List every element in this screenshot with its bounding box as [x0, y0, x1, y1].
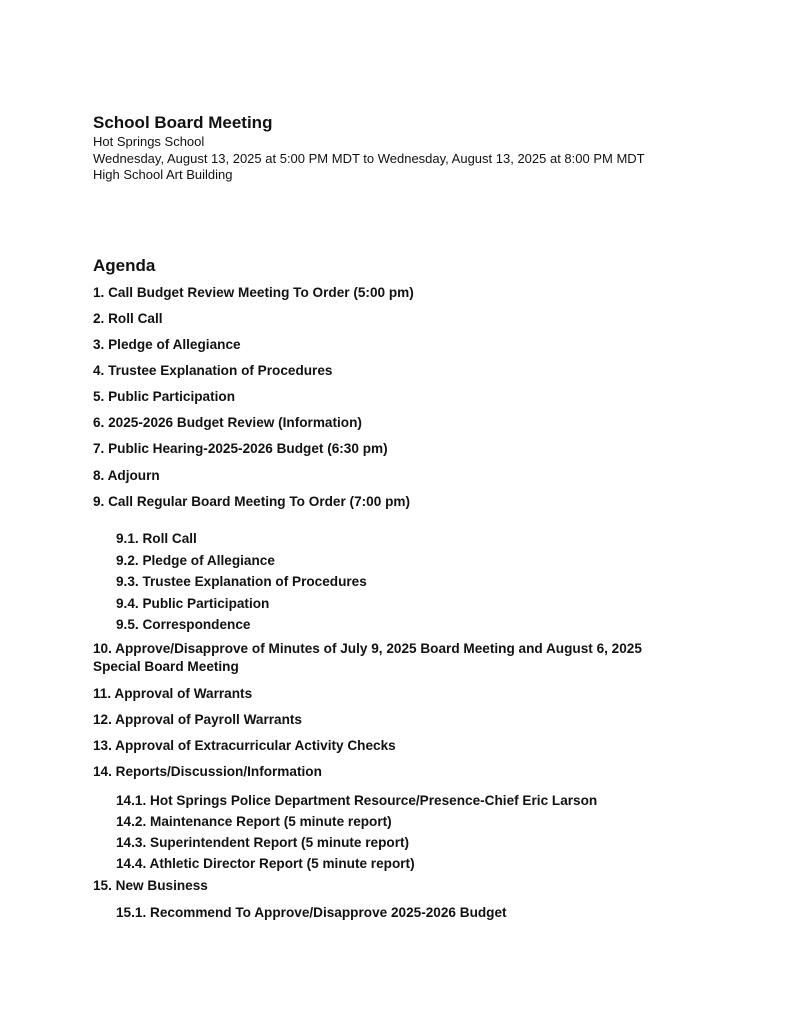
- agenda-item: 1. Call Budget Review Meeting To Order (5:00 pm): [93, 285, 414, 300]
- agenda-subitem: 14.2. Maintenance Report (5 minute report): [116, 814, 392, 829]
- meeting-location: High School Art Building: [93, 167, 233, 182]
- agenda-item: 4. Trustee Explanation of Procedures: [93, 363, 333, 378]
- agenda-subitem: 9.3. Trustee Explanation of Procedures: [116, 574, 367, 589]
- agenda-item: 7. Public Hearing-2025-2026 Budget (6:30 pm): [93, 441, 388, 456]
- meeting-title: School Board Meeting: [93, 113, 273, 132]
- agenda-subitem: 9.5. Correspondence: [116, 617, 251, 632]
- agenda-subitem: 14.1. Hot Springs Police Department Resource/Presence-Chief Eric Larson: [116, 793, 598, 808]
- agenda-subitem: 9.4. Public Participation: [116, 596, 270, 611]
- agenda-item: 12. Approval of Payroll Warrants: [93, 712, 302, 727]
- agenda-item: 9. Call Regular Board Meeting To Order (7:00 pm): [93, 494, 410, 509]
- agenda-item: 6. 2025-2026 Budget Review (Information): [93, 415, 362, 430]
- agenda-item: 11. Approval of Warrants: [93, 686, 253, 701]
- agenda-subitem: 14.3. Superintendent Report (5 minute report): [116, 835, 410, 850]
- agenda-item: 3. Pledge of Allegiance: [93, 337, 241, 352]
- agenda-item: 14. Reports/Discussion/Information: [93, 764, 322, 779]
- agenda-subitem: 14.4. Athletic Director Report (5 minute report): [116, 856, 415, 871]
- agenda-subitem: 15.1. Recommend To Approve/Disapprove 2025-2026 Budget: [116, 905, 507, 920]
- agenda-item: 10. Approve/Disapprove of Minutes of July 9, 2025 Board Meeting and August 6, 2025 Special Board Meeting: [93, 641, 642, 674]
- meeting-datetime: Wednesday, August 13, 2025 at 5:00 PM MDT to Wednesday, August 13, 2025 at 8:00 PM MDT: [93, 150, 645, 166]
- agenda-subitem: 9.1. Roll Call: [116, 531, 197, 546]
- agenda-item: 2. Roll Call: [93, 311, 163, 326]
- agenda-item: 15. New Business: [93, 878, 208, 893]
- agenda-item: 8. Adjourn: [93, 468, 160, 483]
- organization-name: Hot Springs School: [93, 134, 205, 149]
- meeting-header: [93, 112, 645, 184]
- agenda-item: 5. Public Participation: [93, 389, 236, 404]
- agenda-subitem: 9.2. Pledge of Allegiance: [116, 553, 275, 568]
- agenda-item: 13. Approval of Extracurricular Activity Checks: [93, 738, 396, 753]
- agenda-heading: Agenda: [93, 256, 156, 275]
